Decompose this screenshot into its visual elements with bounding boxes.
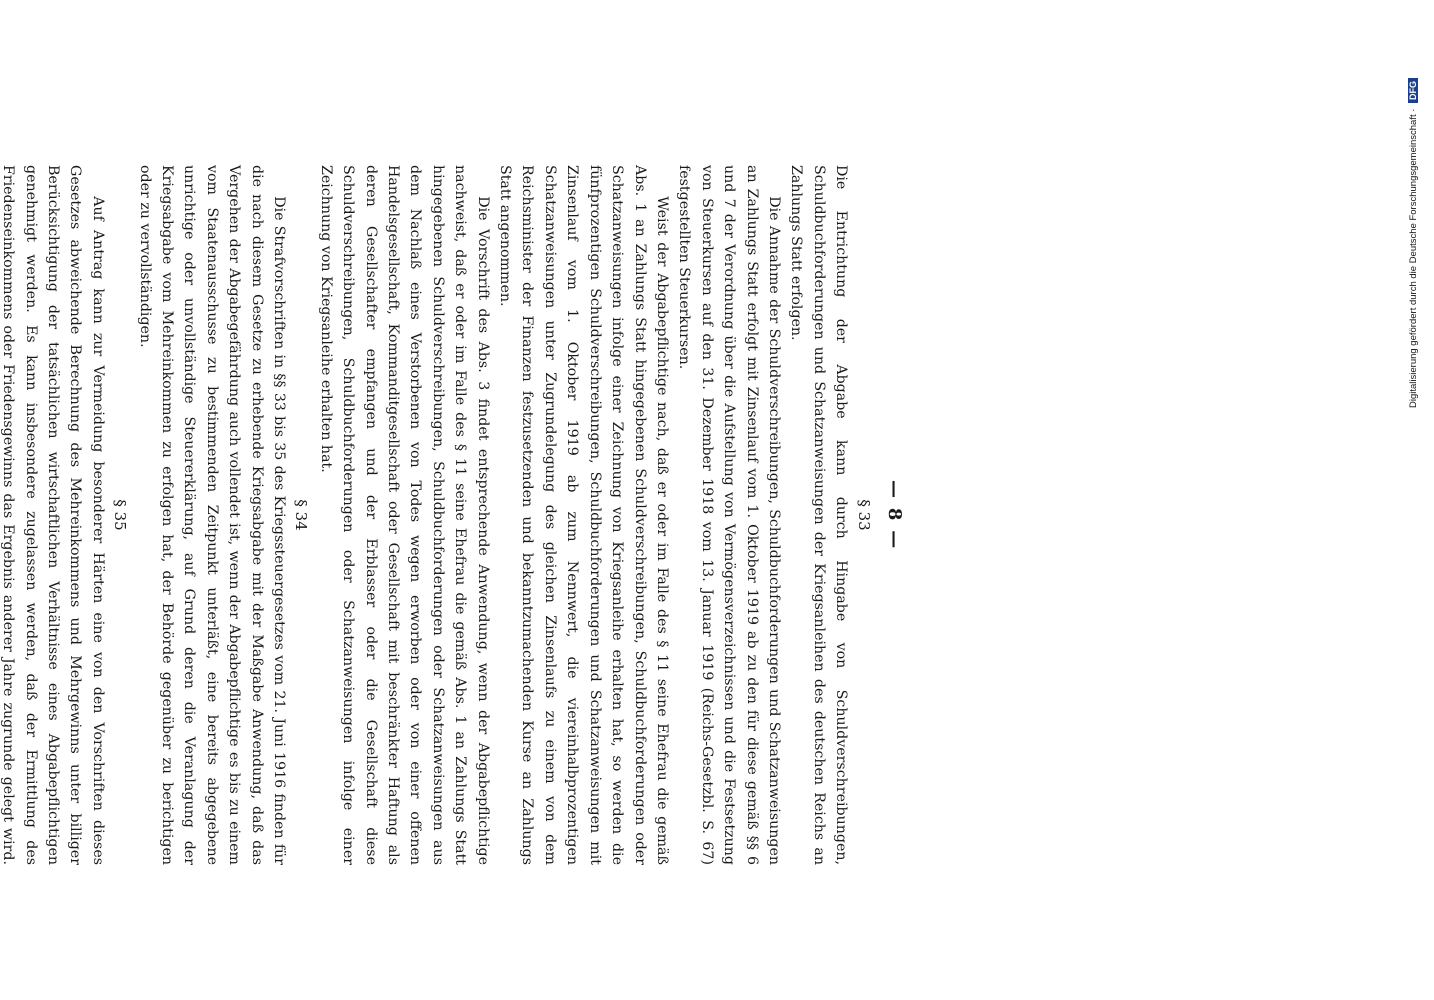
- section-heading: § 35: [111, 499, 130, 531]
- section-35: [0, 165, 131, 865]
- section-heading: § 34: [292, 499, 311, 531]
- section-33: [314, 165, 874, 865]
- section-heading: § 33: [854, 499, 873, 531]
- paragraph: Die Annahme der Schuldverschreibungen, Schuldbuchforderungen und Schatzanweisungen an Zahlungs Statt erfolgt mit Zinsenlauf vom 1. Oktober 1919 ab zu den für diese gemäß §§ 6 und 7 der Verordnung über die Aufstellung von Vermögensverzeichnissen und die Festsetzung von Steuerkursen auf den 31. Dezember 1918 vom 13. Januar 1919 (Reichs-Gesetzbl. S. 67) festgestellten Steuerkursen.: [676, 165, 782, 865]
- digitization-note-text: Digitalisierung gefördert durch die Deutsche Forschungsgemeinschaft: [1408, 114, 1419, 408]
- page-number: — 8 —: [884, 479, 905, 551]
- paragraph: Die Strafvorschriften in §§ 33 bis 35 des Kriegssteuergesetzes vom 21. Juni 1916 finden für die nach diesem Gesetze zu erhebende Kriegsabgabe mit der Maßgabe Anwendung, daß das Vergehen der Abgabegefährdung auch vollendet ist, wenn der Abgabepflichtige es bis zu einem vom Staatenausschusse zu bestimmenden Zeitpunkt unterläßt, eine bereits abgegebene unrichtige oder unvollständige Steuererklärung, auf Grund deren die Veranlagung der Kriegsabgabe vom Mehreinkommen zu erfolgen hat, der Behörde gegenüber zu berichtigen oder zu vervollständigen.: [136, 165, 288, 865]
- digitization-note: Digitalisierung gefördert durch die Deutsche Forschungsgemeinschaft · DFG: [1408, 8, 1419, 408]
- paragraph: Die Vorschrift des Abs. 3 findet entsprechende Anwendung, wenn der Abgabepflichtige nachweist, daß er oder im Falle des § 11 seine Ehefrau die gemäß Abs. 1 an Zahlungs Statt hingegebenen Schuldverschreibungen, Schuldbuchforderungen oder Schatzanweisungen aus dem Nachlaß eines Verstorbenen von Todes wegen erworben oder von einer offenen Handelsgesellschaft, Kommanditgesellschaft oder Gesellschaft mit beschränkter Haftung als deren Gesellschafter empfangen und der Erblasser oder die Gesellschaft diese Schuldverschreibungen, Schuldbuchforderungen oder Schatzanweisungen infolge einer Zeichnung von Kriegsanleihe erhalten hat.: [317, 165, 491, 865]
- digitization-sidebar: [1404, 8, 1430, 408]
- document-body: [0, 155, 905, 875]
- section-34: [133, 165, 312, 865]
- paragraph: Weist der Abgabepflichtige nach, daß er oder im Falle des § 11 seine Ehefrau die gemäß Abs. 1 an Zahlungs Statt hingegebenen Schuldverschreibungen, Schuldbuchforderungen oder Schatzanweisungen infolge einer Zeichnung von Kriegsanleihe erhalten hat, so werden die fünfprozentigen Schuldverschreibungen, Schuldbuchforderungen und Schatzanweisungen mit Zinsenlauf vom 1. Oktober 1919 ab zum Nennwert, die viereinhalbprozentigen Schatzanweisungen unter Zugrundelegung des gleichen Zinsenlaufs zu einem von dem Reichsminister der Finanzen festzusetzenden und bekanntzumachenden Kurse an Zahlungs Statt angenommen.: [497, 165, 670, 865]
- paragraph: Auf Antrag kann zur Vermeidung besonderer Härten eine von den Vorschriften dieses Gesetzes abweichende Berechnung des Mehreinkommens und Mehrgewinns unter billiger Berücksichtigung der tatsächlichen wirtschaftlichen Verhältnisse eines Abgabepflichtigen genehmigt werden. Es kann insbesondere zugelassen werden, daß der Ermittlung des Friedenseinkommens oder Friedensgewinns das Ergebnis anderer Jahre zugrunde gelegt wird.: [0, 165, 106, 865]
- rotated-document-page: [0, 155, 905, 895]
- paragraph: Die Entrichtung der Abgabe kann durch Hingabe von Schuldverschreibungen, Schuldbuchforderungen und Schatzanweisungen der Kriegsanleihen des deutschen Reichs an Zahlungs Statt erfolgen.: [788, 165, 850, 865]
- dfg-logo-icon: DFG: [1408, 78, 1418, 103]
